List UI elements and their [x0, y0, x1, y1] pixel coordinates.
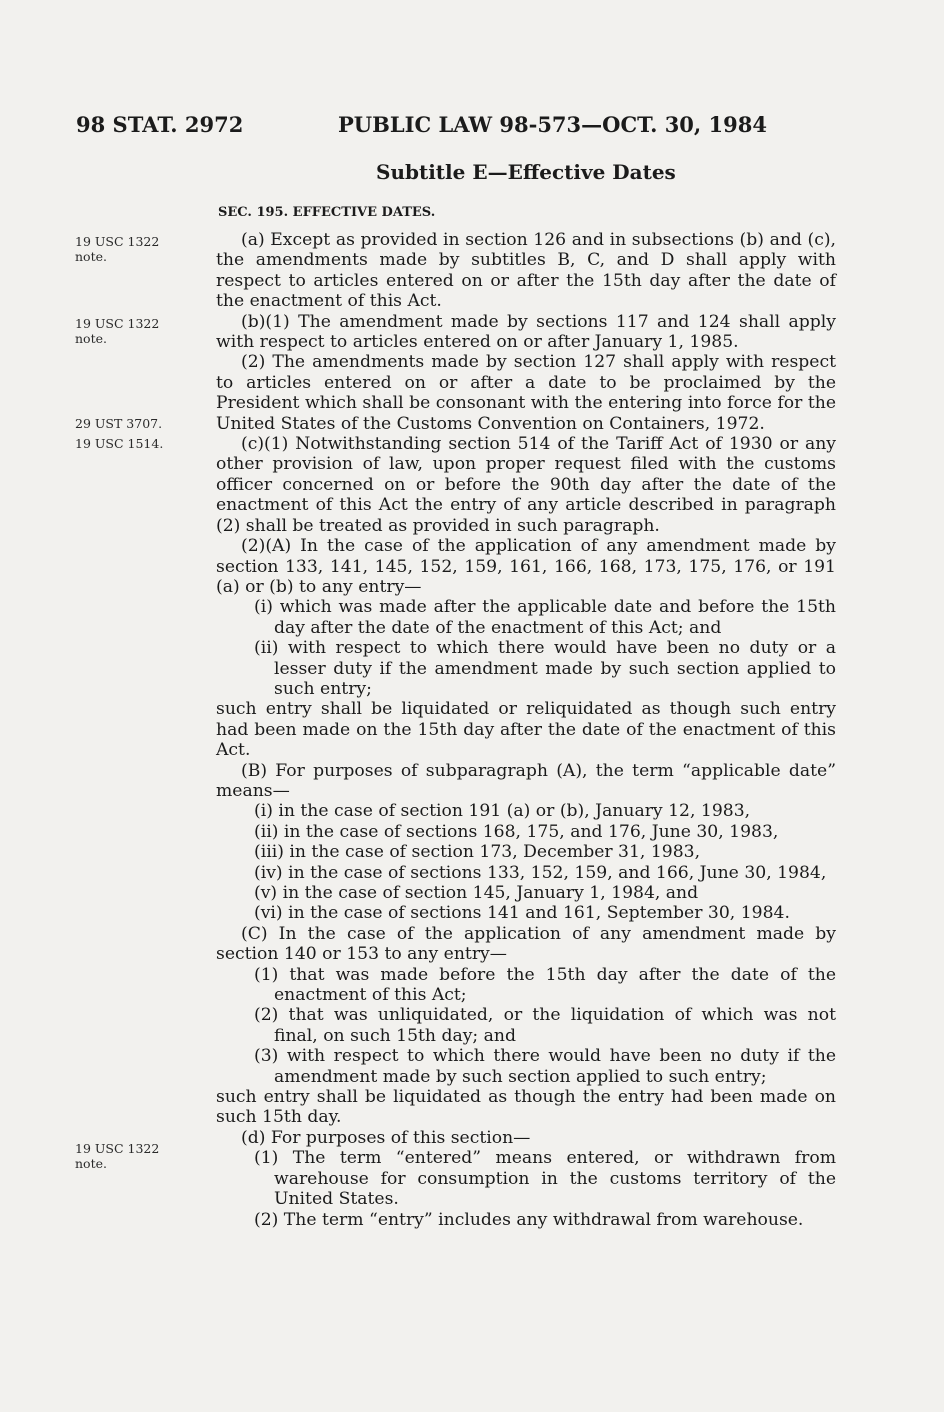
- margin-note: 19 USC 1514.: [75, 436, 164, 451]
- paragraph-c2b: (B) For purposes of subparagraph (A), the term “applicable date” means—: [216, 760, 836, 801]
- clause-c2c-2: (2) that was unliquidated, or the liquidation of which was not final, on such 15th day; and: [254, 1005, 836, 1046]
- clause-c2b-iv: (iv) in the case of sections 133, 152, 159, and 166, June 30, 1984,: [254, 862, 827, 883]
- margin-note: 19 USC 1322 note.: [75, 1141, 160, 1171]
- paragraph-b2: (2) The amendments made by section 127 shall apply with respect to articles entered on or after a date to be proclaimed by the President which shall be consonant with the entering into force for the United States of the Customs Convention on Containers, 1972.: [216, 352, 836, 434]
- paragraph-c1: (c)(1) Notwithstanding section 514 of the Tariff Act of 1930 or any other provision of law, upon proper request filed with the customs officer concerned on or before the 90th day after the date of the enactment of this Act the entry of any article described in paragraph (2) shall be treated as provided in such paragraph.: [216, 434, 836, 536]
- subtitle-heading: Subtitle E—Effective Dates: [376, 160, 676, 184]
- clause-c2b-i: (i) in the case of section 191 (a) or (b), January 12, 1983,: [254, 801, 751, 822]
- paragraph-a: (a) Except as provided in section 126 and in subsections (b) and (c), the amendments made by subtitles B, C, and D shall apply with respect to articles entered on or after the 15th day after the date of the enactment of this Act.: [216, 230, 836, 312]
- section-body: [216, 230, 836, 1230]
- clause-c2b-iii: (iii) in the case of section 173, December 31, 1983,: [254, 842, 701, 863]
- margin-note: 29 UST 3707.: [75, 416, 163, 431]
- clause-c2a-i: (i) which was made after the applicable date and before the 15th day after the date of the enactment of this Act; and: [254, 597, 836, 638]
- margin-note: 19 USC 1322 note.: [75, 316, 160, 346]
- page-header: [76, 112, 846, 142]
- paragraph-d: (d) For purposes of this section—: [241, 1127, 531, 1148]
- paragraph-c2a: (2)(A) In the case of the application of any amendment made by section 133, 141, 145, 152, 159, 161, 166, 168, 173, 175, 176, or 191 (a) or (b) to any entry—: [216, 536, 836, 597]
- section-heading: SEC. 195. EFFECTIVE DATES.: [218, 205, 436, 220]
- clause-c2a-ii: (ii) with respect to which there would have been no duty or a lesser duty if the amendment made by such section applied to such entry;: [254, 638, 836, 699]
- clause-c2b-v: (v) in the case of section 145, January 1, 1984, and: [254, 883, 699, 903]
- clause-c2b-vi: (vi) in the case of sections 141 and 161, September 30, 1984.: [254, 903, 790, 924]
- paragraph-c2a-tail: such entry shall be liquidated or reliquidated as though such entry had been made on the 15th day after the date of the enactment of this Act.: [216, 699, 836, 761]
- clause-c2c-3: (3) with respect to which there would have been no duty if the amendment made by such section applied to such entry;: [254, 1046, 836, 1087]
- clause-d1: (1) The term “entered” means entered, or withdrawn from warehouse for consumption in the customs territory of the United States.: [254, 1148, 836, 1210]
- public-law-title: PUBLIC LAW 98-573—OCT. 30, 1984: [338, 112, 767, 137]
- clause-c2b-ii: (ii) in the case of sections 168, 175, and 176, June 30, 1983,: [254, 821, 779, 842]
- clause-d2: (2) The term “entry” includes any withdrawal from warehouse.: [254, 1209, 804, 1230]
- stat-page-number: 98 STAT. 2972: [76, 112, 244, 137]
- margin-note: 19 USC 1322 note.: [75, 234, 160, 264]
- paragraph-c2c-tail: such entry shall be liquidated as though the entry had been made on such 15th day.: [216, 1087, 836, 1128]
- clause-c2c-1: (1) that was made before the 15th day after the date of the enactment of this Act;: [254, 964, 836, 1006]
- paragraph-c2c: (C) In the case of the application of any amendment made by section 140 or 153 to any entry—: [216, 923, 836, 965]
- paragraph-b1: (b)(1) The amendment made by sections 117 and 124 shall apply with respect to articles entered on or after January 1, 1985.: [216, 311, 836, 353]
